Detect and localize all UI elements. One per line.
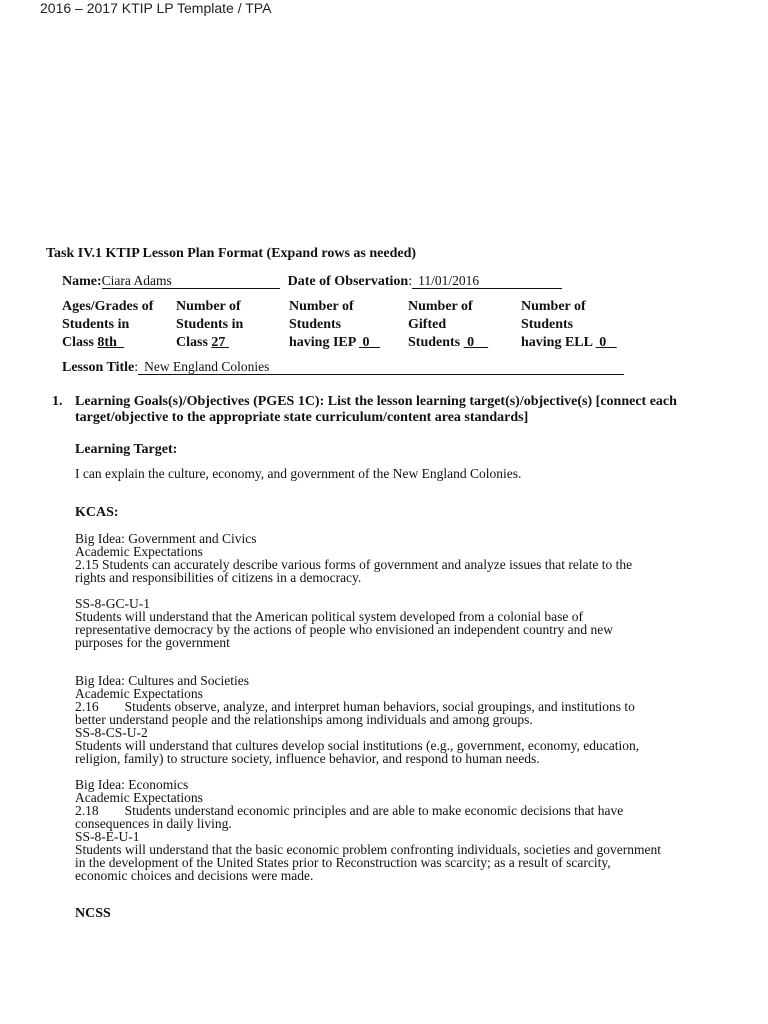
name-value: Ciara Adams: [102, 273, 280, 289]
date-colon: :: [408, 274, 413, 289]
block-line: Students will understand that the basic economic problem confronting individuals, societies and government: [75, 842, 661, 857]
block-line: SS-8-GC-U-1: [75, 596, 151, 611]
block-line: rights and responsibilities of citizens in a democracy.: [75, 570, 362, 585]
name-label: Name:: [62, 274, 102, 289]
kcas-block-gc-standard: [75, 597, 735, 649]
date-label: Date of Observation: [287, 274, 409, 289]
grid-col-class-size-l1: Number of: [176, 299, 241, 314]
grid-col-gifted-l1: Number of: [408, 299, 473, 314]
grid-col-iep-l2: Students: [289, 317, 342, 332]
block-line: religion, family) to structure society, influence behavior, and respond to human needs.: [75, 751, 540, 766]
kcas-heading: KCAS:: [75, 505, 119, 520]
block-line: consequences in daily living.: [75, 816, 232, 831]
grid-col-ell-l3: having ELL: [521, 335, 593, 350]
block-line: SS-8-E-U-1: [75, 829, 140, 844]
block-line: Students understand economic principles and are able to make economic decisions that have: [124, 803, 624, 818]
grid-col-iep-l3: having IEP: [289, 335, 356, 350]
grid-col-ell: [521, 298, 617, 352]
ncss-heading: NCSS: [75, 906, 111, 921]
grid-col-ell-value: 0: [599, 335, 607, 350]
grid-col-class-size-l2: Students in: [176, 317, 244, 332]
block-line: Academic Expectations: [75, 544, 203, 559]
grid-col-class-size-l3: Class: [176, 335, 208, 350]
block-line: 2.15 Students can accurately describe various forms of government and analyze issues that relate to the: [75, 557, 633, 572]
section-heading: Learning Goals(s)/Objectives (PGES 1C): List the lesson learning target(s)/objective(s) [connect each target/objective to the appropriate state curriculum/content area standards]: [75, 394, 677, 425]
block-line: better understand people and the relationships among individuals and among groups.: [75, 712, 533, 727]
block-line: Academic Expectations: [75, 686, 203, 701]
block-line: Students will understand that the American political system developed from a colonial base of: [75, 609, 583, 624]
block-line: SS-8-CS-U-2: [75, 725, 148, 740]
lesson-title-row: [62, 358, 624, 376]
grid-col-gifted-l2: Gifted: [408, 317, 447, 332]
grid-col-ages-l1: Ages/Grades of: [62, 299, 154, 314]
learning-target-text: I can explain the culture, economy, and government of the New England Colonies.: [75, 466, 522, 481]
kcas-block-economics: [75, 778, 735, 882]
grid-col-class-size-value: 27: [211, 335, 226, 350]
block-line: Students observe, analyze, and interpret human behaviors, social groupings, and institutions to: [124, 699, 635, 714]
section-number: 1.: [52, 394, 63, 409]
task-title: Task IV.1 KTIP Lesson Plan Format (Expand rows as needed): [46, 246, 417, 261]
lesson-title-value: New England Colonies: [138, 359, 624, 375]
name-row: [62, 272, 562, 290]
grid-col-ages: [62, 298, 153, 352]
grid-col-gifted: [408, 298, 488, 352]
block-line: representative democracy by the actions of people who envisioned an independent country and new: [75, 622, 613, 637]
date-value: 11/01/2016: [412, 273, 562, 289]
lesson-title-label: Lesson Title: [62, 360, 135, 375]
block-line: in the development of the United States prior to Reconstruction was scarcity; as a result of scarcity,: [75, 855, 611, 870]
block-line: Big Idea: Economics: [75, 777, 189, 792]
grid-col-ell-l1: Number of: [521, 299, 586, 314]
block-line-number: 2.16: [75, 699, 99, 714]
learning-target-heading: Learning Target:: [75, 442, 178, 457]
grid-col-iep-value: 0: [362, 335, 370, 350]
block-line: economic choices and decisions were made.: [75, 868, 314, 883]
kcas-block-cultures: [75, 674, 735, 765]
grid-col-iep: [289, 298, 380, 352]
lesson-title-colon: :: [134, 360, 139, 375]
block-line-number: 2.18: [75, 803, 99, 818]
grid-col-gifted-value: 0: [467, 335, 475, 350]
grid-col-ell-l2: Students: [521, 317, 574, 332]
document-header: 2016 – 2017 KTIP LP Template / TPA: [40, 0, 272, 16]
block-line: purposes for the government: [75, 635, 230, 650]
block-line: Academic Expectations: [75, 790, 203, 805]
grid-col-class-size: [176, 298, 243, 352]
grid-col-ages-l3: Class: [62, 335, 94, 350]
kcas-block-government: [75, 532, 735, 584]
block-line: Big Idea: Cultures and Societies: [75, 673, 249, 688]
grid-col-ages-value: 8th: [97, 335, 117, 350]
block-line: Students will understand that cultures develop social institutions (e.g., government, economy, education,: [75, 738, 640, 753]
grid-col-gifted-l3: Students: [408, 335, 461, 350]
block-line: Big Idea: Government and Civics: [75, 531, 257, 546]
grid-col-iep-l1: Number of: [289, 299, 354, 314]
grid-col-ages-l2: Students in: [62, 317, 130, 332]
